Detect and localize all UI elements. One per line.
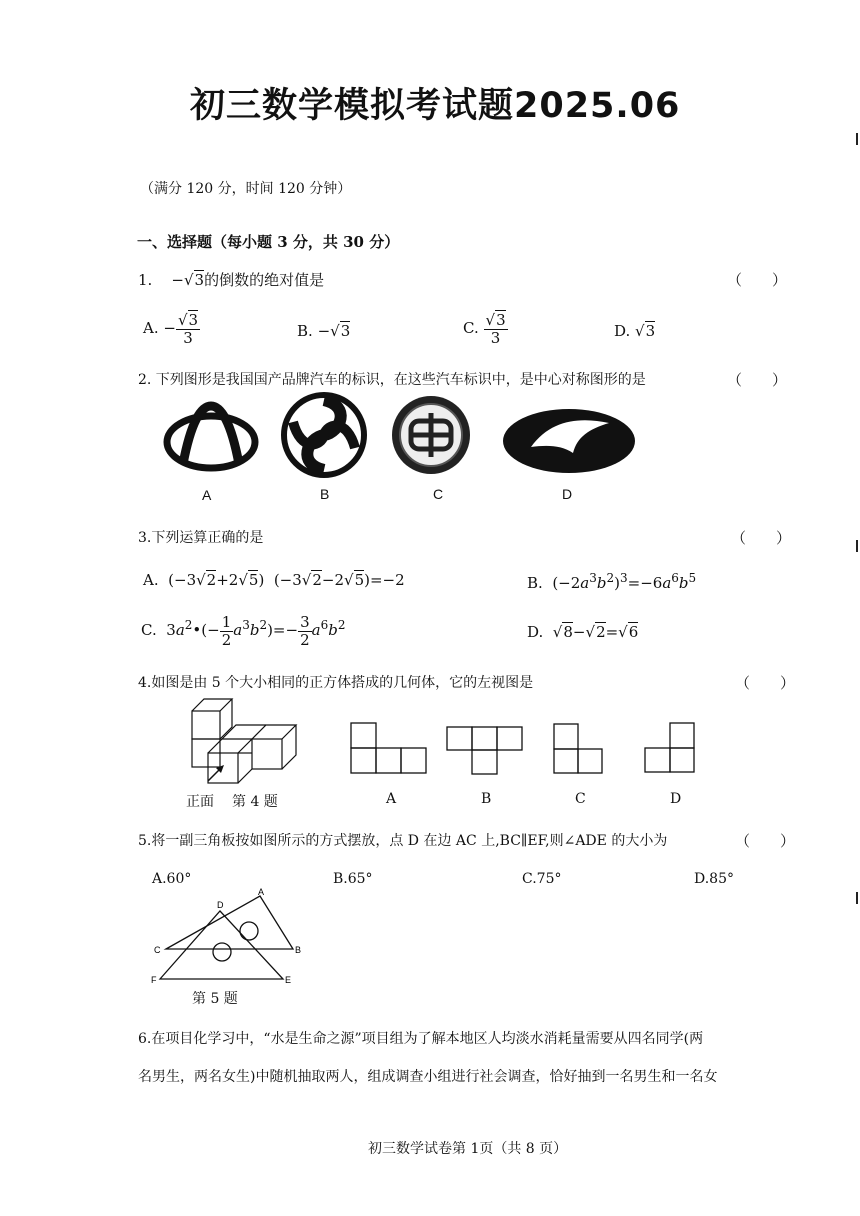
view-label-a: A (386, 791, 397, 807)
q3-option-b: B. $(-2a^3b^2)^3=-6a^6b^5$ (527, 571, 697, 592)
logo-b-image (281, 392, 367, 478)
logo-label-d: D (562, 486, 573, 502)
figure-caption-5: 第 5 题 (192, 991, 238, 1007)
q6-line-2: 名男生，两名女生)中随机抽取两人，组成调查小组进行社会调查，恰好抽到一名男生和一名女 (138, 1069, 718, 1085)
page-footer: 初三数学试卷第 1页（共 8 页） (368, 1141, 568, 1157)
logo-label-c: C (433, 486, 444, 502)
q1-option-d: D. √3 (614, 322, 656, 340)
answer-bracket: （ ） (727, 371, 788, 389)
point-f-label: F (151, 975, 157, 985)
q5-stem: 5.将一副三角板按如图所示的方式摆放，点 D 在边 AC 上,BC∥EF,则∠ADE 的大小为 (138, 833, 668, 849)
q3-option-a: A. (−3√2+2√5) (−3√2−2√5)=−2 (143, 571, 405, 589)
section-heading: 一、选择题（每小题 3 分，共 30 分） (137, 233, 400, 251)
option-d-view (644, 722, 696, 774)
q3-option-c: C. $3a^2•(-$ $\frac{1}{2}$ $a^3b^2)=-$ $\frac{3}{2}$ $a^6b^2$ (141, 613, 346, 649)
q1-option-b: B. −√3 (297, 322, 351, 340)
q1-stem: 1. −√3的倒数的绝对值是 (138, 271, 325, 289)
q6-line-1: 6.在项目化学习中，“水是生命之源”项目组为了解本地区人均淡水消耗量需要从四名同学(两 (138, 1031, 704, 1047)
logo-c-image (389, 393, 473, 477)
figure-caption-4: 第 4 题 (232, 794, 278, 810)
point-d-label: D (217, 900, 224, 910)
q1-option-c: C. $\frac{√3}{3}$ (463, 311, 506, 347)
logo-d-image (501, 407, 637, 475)
logo-a-image (163, 402, 259, 472)
point-a-label: A (258, 887, 265, 897)
scan-edge-mark (856, 133, 858, 145)
point-c-label: C (154, 945, 161, 955)
cube-solid-figure (186, 693, 304, 791)
page-title: 初三数学模拟考试题2025.06 (190, 86, 681, 126)
answer-bracket: （ ） (731, 529, 792, 547)
option-c-view (553, 723, 605, 775)
point-e-label: E (285, 975, 292, 985)
view-label-c: C (575, 791, 586, 807)
scan-edge-mark (856, 540, 858, 552)
option-a-view (350, 722, 428, 774)
q5-option-c: C.75° (522, 871, 562, 887)
scan-edge-mark (856, 892, 858, 904)
q3-stem: 3.下列运算正确的是 (138, 530, 264, 546)
view-label-b: B (481, 791, 492, 807)
logo-label-b: B (320, 486, 330, 502)
q4-stem: 4.如图是由 5 个大小相同的正方体搭成的几何体，它的左视图是 (138, 675, 534, 691)
answer-bracket: （ ） (727, 271, 788, 289)
exam-info: （满分 120 分，时间 120 分钟） (140, 181, 352, 197)
point-b-label: B (295, 945, 302, 955)
triangle-figure (150, 886, 310, 986)
option-b-view (446, 726, 524, 778)
answer-bracket: （ ） (735, 674, 796, 692)
answer-bracket: （ ） (735, 832, 796, 850)
view-label-d: D (670, 791, 682, 807)
q3-option-d: D. √8−√2=√6 (527, 623, 639, 641)
front-view-label: 正面 (186, 794, 214, 810)
q2-stem: 2. 下列图形是我国国产品牌汽车的标识，在这些汽车标识中，是中心对称图形的是 (138, 372, 646, 388)
q5-option-b: B.65° (333, 871, 373, 887)
q5-option-a: A.60° (152, 871, 192, 887)
logo-label-a: A (202, 487, 212, 503)
q5-option-d: D.85° (694, 871, 734, 887)
q1-option-a: A. − $\frac{√3}{3}$ (143, 311, 199, 347)
